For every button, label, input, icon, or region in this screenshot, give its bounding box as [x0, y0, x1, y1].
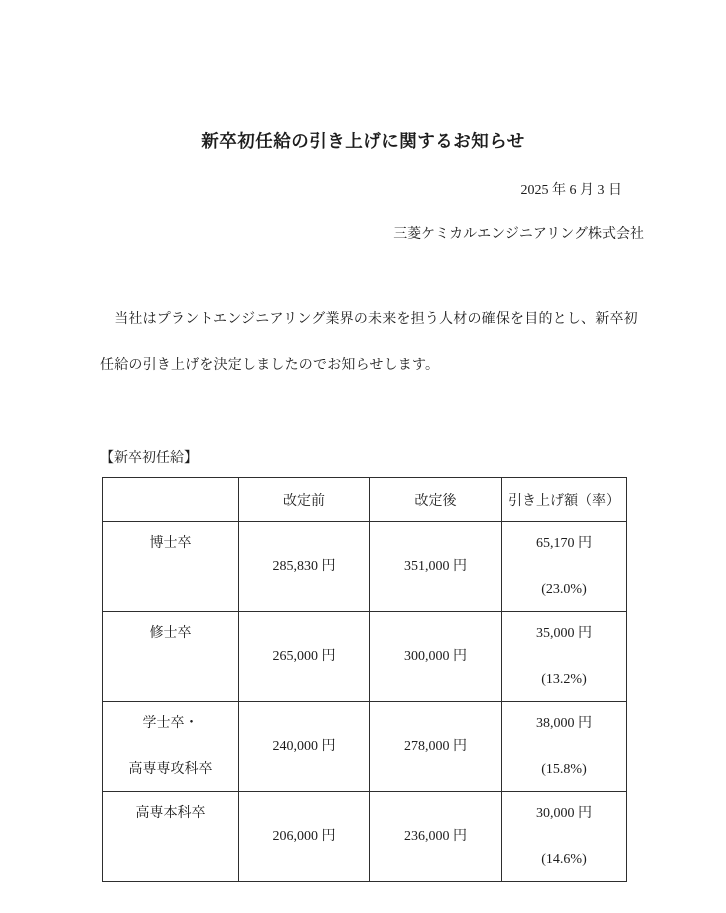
table-row: [103, 792, 627, 882]
before-cell: [239, 702, 370, 792]
document-date: 2025 年 6 月 3 日: [520, 183, 622, 198]
before-cell: [239, 522, 370, 612]
increase-cell: [502, 702, 627, 792]
row-label-cell: [103, 612, 239, 702]
header-cell-after: 改定後: [370, 478, 502, 522]
row-label-cell: [103, 702, 239, 792]
document-title: 新卒初任給の引き上げに関するお知らせ: [201, 131, 525, 151]
header-cell-before: 改定前: [239, 478, 370, 522]
row-label-line2: [103, 578, 238, 601]
before-value: 206,000 円: [272, 829, 336, 844]
increase-rate: (15.8%): [541, 762, 587, 777]
increase-amount: 65,170 円: [536, 536, 592, 551]
row-label-cell: [103, 792, 239, 882]
before-cell: [239, 612, 370, 702]
increase-amount: 35,000 円: [536, 626, 592, 641]
row-label: 博士卒: [149, 536, 192, 551]
increase-cell: [502, 522, 627, 612]
after-cell: [370, 702, 502, 792]
before-value: 240,000 円: [272, 739, 336, 754]
before-value: 285,830 円: [272, 559, 336, 574]
row-label-line2: 高専専攻科卒: [128, 762, 213, 777]
after-value: 351,000 円: [404, 559, 467, 574]
increase-cell: [502, 612, 627, 702]
after-cell: [370, 612, 502, 702]
before-cell: [239, 792, 370, 882]
row-label: 高専本科卒: [135, 806, 206, 821]
company-name: 三菱ケミカルエンジニアリング株式会社: [393, 227, 644, 242]
increase-amount: 30,000 円: [536, 806, 592, 821]
after-cell: [370, 522, 502, 612]
row-label-cell: [103, 522, 239, 612]
salary-table: [102, 477, 627, 882]
after-value: 236,000 円: [404, 829, 467, 844]
body-line: 任給の引き上げを決定しましたのでお知らせします。: [100, 358, 440, 373]
table-row: [103, 612, 627, 702]
increase-rate: (23.0%): [541, 582, 587, 597]
table-row: [103, 522, 627, 612]
row-label: 学士卒・: [142, 716, 199, 731]
after-cell: [370, 792, 502, 882]
increase-rate: (13.2%): [541, 672, 587, 687]
after-value: 278,000 円: [404, 739, 467, 754]
after-value: 300,000 円: [404, 649, 467, 664]
increase-rate: (14.6%): [541, 852, 587, 867]
row-label: 修士卒: [149, 626, 192, 641]
row-label-line2: [103, 848, 238, 871]
increase-amount: 38,000 円: [536, 716, 592, 731]
table-row: [103, 702, 627, 792]
table-header-row: [103, 478, 627, 522]
before-value: 265,000 円: [272, 649, 336, 664]
increase-cell: [502, 792, 627, 882]
section-label: 【新卒初任給】: [100, 451, 198, 466]
body-line: 当社はプラントエンジニアリング業界の未来を担う人材の確保を目的とし、新卒初: [100, 312, 638, 327]
header-cell-increase: 引き上げ額（率）: [502, 478, 627, 522]
header-cell-blank: [103, 478, 239, 522]
body-paragraph: [100, 311, 638, 375]
row-label-line2: [103, 668, 238, 691]
